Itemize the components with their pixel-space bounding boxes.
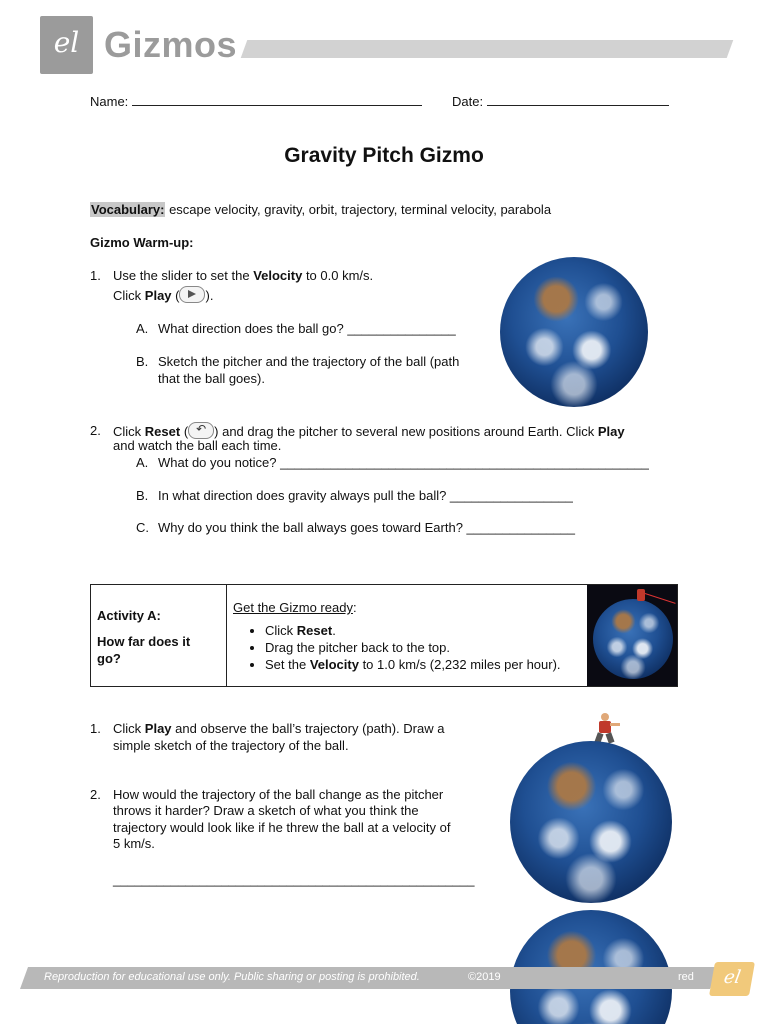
reset-icon: ↶	[188, 422, 214, 439]
activity-ready-cell	[233, 599, 583, 673]
ready-heading-line	[233, 599, 583, 616]
vocabulary	[90, 201, 551, 218]
date-field[interactable]	[452, 93, 669, 109]
activity-q2-line: How would the trajectory of the ball change as the pitcher	[113, 787, 444, 802]
earth-image-large	[510, 741, 672, 903]
q2c-text: Why do you think the ball always goes toward Earth? _______________	[158, 520, 576, 535]
activity-q2-line: 5 km/s.	[113, 836, 155, 851]
ready-step: • Drag the pitcher back to the top.	[265, 639, 583, 656]
gizmos-brand: Gizmos	[104, 24, 238, 65]
activity-q2-line: throws it harder? Draw a sketch of what you think the	[113, 803, 419, 818]
q1a-letter: A.	[136, 321, 149, 336]
name-field[interactable]	[90, 93, 422, 109]
ready-heading: Get the Gizmo ready	[233, 600, 353, 615]
q2c-letter: C.	[136, 520, 149, 535]
activity-q1-number: 1.	[90, 721, 101, 736]
warmup-q1-number: 1.	[90, 268, 101, 283]
activity-earth-image	[593, 599, 673, 679]
pitcher-figure	[594, 713, 616, 743]
q2-reset-word: Reset	[144, 424, 181, 439]
q2-mid: ) and drag the pitcher to several new positions around Earth. Click	[214, 424, 598, 439]
name-line[interactable]	[132, 93, 422, 106]
footer-notice: Reproduction for educational use only. Public sharing or posting is prohibited.	[44, 971, 420, 983]
activity-q1-text: Click Play and observe the ball’s trajectory (path). Draw a	[113, 721, 445, 736]
footer-logo: el	[709, 962, 755, 996]
play-icon	[179, 286, 205, 303]
activity-question: How far does it go?	[97, 634, 191, 666]
page-title: Gravity Pitch Gizmo	[284, 144, 484, 167]
activity-q1-play-word: Play	[144, 721, 172, 736]
answer-line[interactable]: __________________________________________________	[113, 872, 475, 887]
footer-copyright: ©2019	[468, 971, 501, 983]
date-label: Date:	[452, 94, 484, 109]
q1-velocity: Velocity	[253, 268, 303, 283]
q1b-text-1: Sketch the pitcher and the trajectory of the ball (path	[158, 354, 460, 369]
date-line[interactable]	[487, 93, 669, 106]
activity-q2-line: trajectory would look like if he threw the ball at a velocity of	[113, 820, 451, 835]
q1-click: Click	[113, 288, 145, 303]
warmup-q2-number: 2.	[90, 423, 101, 438]
warmup-heading: Gizmo Warm-up:	[90, 235, 194, 250]
vocabulary-label: Vocabulary:	[91, 202, 165, 217]
q2-paren-open: (	[180, 424, 189, 439]
ready-step: • Click Reset.	[265, 622, 583, 639]
activity-table	[90, 584, 678, 687]
q1-paren-open: (	[171, 288, 180, 303]
q2a-letter: A.	[136, 455, 149, 470]
q2b-letter: B.	[136, 488, 149, 503]
q1b-letter: B.	[136, 354, 149, 369]
warmup-q1-play-line	[113, 286, 213, 304]
pitcher-icon	[637, 589, 645, 601]
ready-steps	[233, 622, 583, 673]
ready-colon: :	[352, 600, 357, 615]
q2a-text: What do you notice? ___________________________________________________	[158, 455, 649, 470]
q1a-text: What direction does the ball go? _______________	[158, 321, 456, 336]
q2-play-word: Play	[597, 424, 625, 439]
q2b-text: In what direction does gravity always pull the ball? _________________	[158, 488, 573, 503]
vocabulary-terms: escape velocity, gravity, orbit, trajectory, terminal velocity, parabola	[169, 202, 552, 217]
activity-q1-line2: simple sketch of the trajectory of the ball.	[113, 738, 349, 753]
q1-post: to 0.0 km/s.	[302, 268, 374, 283]
q1b-text-2: that the ball goes).	[158, 371, 265, 386]
activity-label: Activity A:	[97, 608, 161, 623]
name-label: Name:	[90, 94, 129, 109]
header-bar	[241, 40, 734, 58]
q1-play-word: Play	[144, 288, 172, 303]
q1-paren-close: ).	[205, 288, 214, 303]
warmup-q1-text	[113, 267, 373, 284]
activity-label-cell	[91, 585, 227, 686]
footer-reserved: red	[678, 971, 694, 983]
q2-line2: and watch the ball each time.	[113, 438, 282, 453]
ready-step: • Set the Velocity to 1.0 km/s (2,232 miles per hour).	[265, 656, 583, 673]
activity-q2-number: 2.	[90, 787, 101, 802]
activity-image-cell	[587, 585, 677, 686]
explorelearning-logo: el	[40, 16, 93, 74]
q2-click: Click	[113, 424, 145, 439]
q1-pre: Use the slider to set the	[113, 268, 254, 283]
earth-image	[500, 257, 648, 407]
